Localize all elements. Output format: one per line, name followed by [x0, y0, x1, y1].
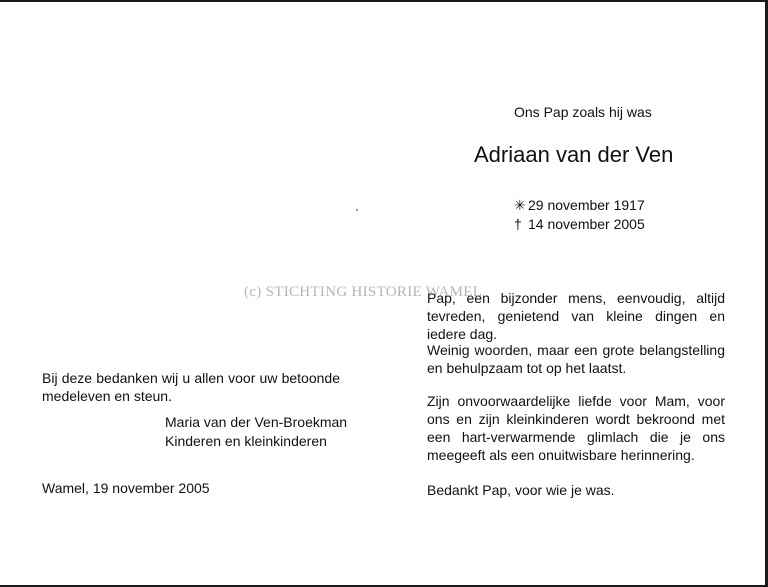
- poem-paragraph-4: Bedankt Pap, voor wie je was.: [427, 482, 615, 498]
- signature-line-1: Maria van der Ven-Broekman: [165, 414, 348, 430]
- acknowledgement-text: Bij deze bedanken wij u allen voor uw betoonde medeleven en steun.: [42, 370, 340, 404]
- death-cross-icon: †: [514, 216, 522, 232]
- signature-line-2: Kinderen en kleinkinderen: [165, 433, 327, 449]
- death-date: 14 november 2005: [528, 216, 645, 232]
- card-subtitle: Ons Pap zoals hij was: [514, 104, 652, 120]
- watermark: (c) STICHTING HISTORIE WAMEL: [244, 284, 483, 300]
- poem-paragraph-3: Zijn onvoorwaardelijke liefde voor Mam, voor ons en zijn kleinkinderen wordt bekroond met een hart-verwarmende glimlach die je ons meegeeft als een onuitwisbare herinnering.: [427, 393, 725, 463]
- poem-paragraph-2: Weinig woorden, maar een grote belangstelling en behulpzaam tot op het laatst.: [427, 342, 725, 376]
- birth-date: 29 november 1917: [528, 197, 645, 213]
- birth-date-line: [514, 196, 645, 214]
- place-and-date: Wamel, 19 november 2005: [42, 480, 210, 496]
- poem-paragraph-1: Pap, een bijzonder mens, eenvoudig, altijd tevreden, genietend van kleine dingen en iedere dag.: [427, 290, 725, 342]
- death-date-line: [514, 215, 645, 233]
- birth-star-icon: ✳: [514, 197, 526, 213]
- speck: [356, 209, 358, 211]
- deceased-name: Adriaan van der Ven: [474, 142, 674, 167]
- card-top-edge: [0, 0, 768, 2]
